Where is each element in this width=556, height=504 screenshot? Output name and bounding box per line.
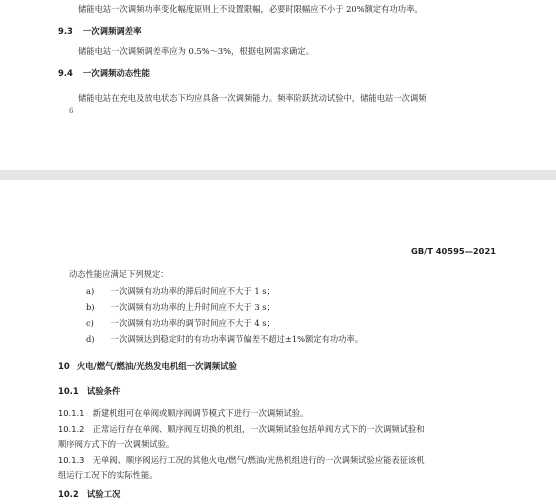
section-title: 一次调频动态性能	[82, 68, 150, 78]
list-item-text: 一次调频有功功率的滞后时间应不大于 1 s；	[110, 286, 275, 296]
clause-text: 正常运行存在单阀、顺序阀互切换的机组，一次调频试验包括单阀方式下的一次调频试验和	[92, 424, 425, 434]
section-heading-9-4	[58, 68, 150, 79]
clause-10-1-3	[58, 455, 425, 466]
list-item-text: 一次调频有功功率的调节时间应不大于 4 s；	[110, 318, 275, 328]
clause-number: 10.1.3	[58, 455, 85, 465]
section-number: 9.3	[58, 26, 73, 36]
list-item-label: c)	[86, 318, 94, 328]
intro-line: 动态性能应满足下列规定：	[69, 269, 169, 279]
section-title: 一次调频调差率	[82, 26, 142, 36]
clause-continuation: 顺序阀方式下的一次调频试验。	[58, 439, 175, 449]
list-item	[86, 334, 363, 345]
list-item-text: 一次调频有功功率的上升时间应不大于 3 s；	[110, 302, 275, 312]
list-item-label: d)	[86, 334, 95, 344]
upper-page-fragment	[0, 0, 556, 170]
list-item	[86, 318, 275, 329]
standard-code: GB/T 40595—2021	[411, 246, 496, 256]
section-heading-10-2	[58, 489, 120, 500]
section-number: 10.2	[58, 489, 79, 499]
section-title: 火电/燃气/燃油/光热发电机组一次调频试验	[76, 361, 237, 371]
section-number: 10.1	[58, 386, 79, 396]
clause-number: 10.1.1	[58, 408, 85, 418]
section-heading-9-3	[58, 26, 142, 37]
list-item-label: a)	[86, 286, 95, 296]
paragraph-line: 储能电站在充电及放电状态下均应具备一次调频能力。频率阶跃扰动试验中，储能电站一次调频	[78, 93, 427, 103]
clause-10-1-1	[58, 408, 308, 419]
clause-continuation: 组运行工况下的实际性能。	[58, 470, 158, 480]
section-number: 10	[58, 361, 70, 371]
clause-10-1-2	[58, 424, 425, 435]
page-number: 6	[69, 107, 74, 115]
page-separator	[0, 170, 556, 180]
lower-page-fragment	[0, 180, 556, 504]
clause-text: 无单阀、顺序阀运行工况的其他火电/燃气/燃油/光热机组进行的一次调频试验应能表征该机	[92, 455, 425, 465]
list-item-text: 一次调频达到稳定时的有功功率调节偏差不超过±1%额定有功功率。	[110, 334, 364, 344]
clause-number: 10.1.2	[58, 424, 85, 434]
paragraph-line: 储能电站一次调频调差率应为 0.5%～3%，根据电网需求确定。	[78, 46, 315, 56]
section-title: 试验条件	[86, 386, 121, 396]
paragraph-line: 储能电站一次调频功率变化幅度原则上不设置限幅，必要时限幅应不小于 20%额定有功功率。	[78, 4, 423, 14]
list-item	[86, 302, 275, 313]
section-number: 9.4	[58, 68, 73, 78]
section-heading-10	[58, 361, 237, 372]
list-item-label: b)	[86, 302, 95, 312]
section-heading-10-1	[58, 386, 120, 397]
section-title: 试验工况	[86, 489, 121, 499]
clause-text: 新建机组可在单阀或顺序阀调节模式下进行一次调频试验。	[92, 408, 309, 418]
list-item	[86, 286, 275, 297]
